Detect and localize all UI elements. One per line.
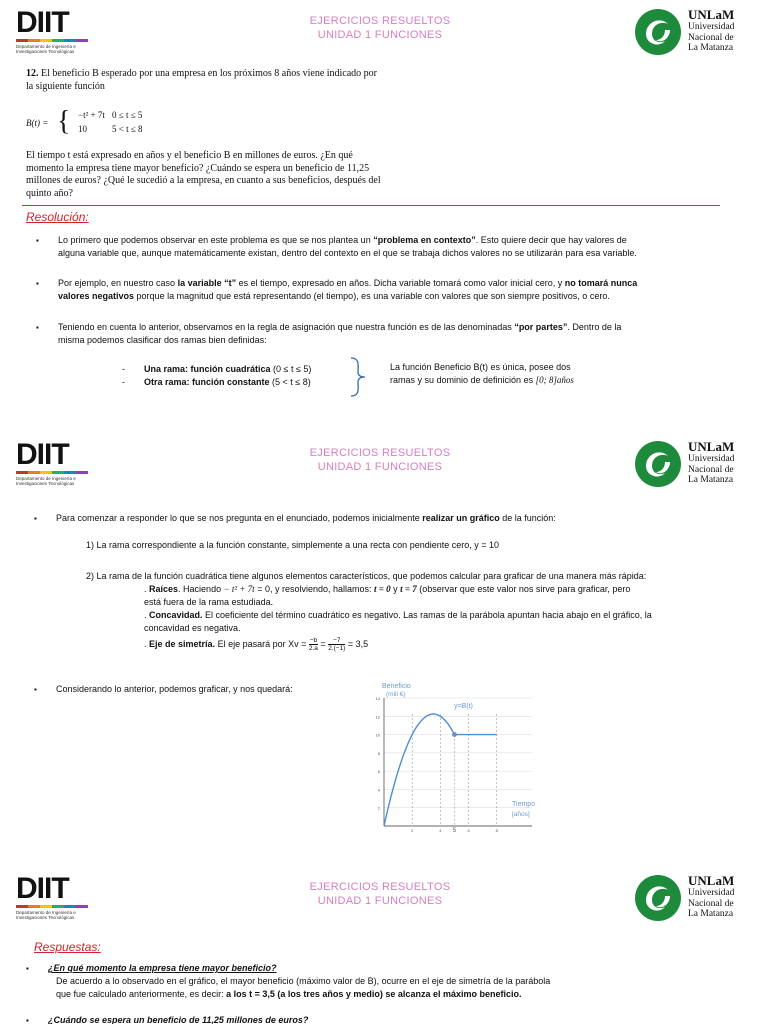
- bullet-consider: ▪ Considerando lo anterior, podemos graficar, y nos quedará:: [56, 683, 356, 696]
- x-tick-label: 8: [495, 828, 498, 832]
- x-tick-label: 4: [439, 828, 442, 832]
- x-tick-label: 6: [467, 828, 470, 832]
- chart-background: [352, 680, 552, 832]
- slide-2: [0, 432, 768, 852]
- ramas-list: - Una rama: función cuadrática (0 ≤ t ≤ 5) - Otra rama: función constante (5 < t ≤ 8): [122, 364, 312, 387]
- problem-questions: El tiempo t está expresado en años y el beneficio B en millones de euros. ¿En qué momento la empresa tiene mayor beneficio? ¿Cuándo se espera un beneficio de 11,25 millones de euros? ¿Qué le sucedió a la empresa, en cuanto a sus beneficios, después del quinto año?: [26, 150, 381, 199]
- unlam-logo: UNLaM Universidad Nacional de La Matanza: [634, 8, 764, 60]
- diit-logo: DIIT Departamento de Ingeniería e Investigaciones Tecnológicas: [16, 440, 88, 486]
- y-tick-label: 12: [375, 714, 380, 720]
- page-title: EJERCICIOS RESUELTOS UNIDAD 1 FUNCIONES: [309, 447, 451, 473]
- slide-header: [0, 866, 768, 928]
- item-2: 2) La rama de la función cuadrática tiene algunos elementos característicos, que podemos calcular para graficar de una manera más rápida: . Raíces. Haciendo − t² + 7t = 0, y resolviendo, hallamos: t = 0 y t = 7 (observar que este valor nos sirve para graficar, pero está fuera de la rama estudiada. . Concavidad. El coeficiente del término cuadrático es negativo. Las ramas de la parábola apuntan hacia abajo en el gráfico, la concavidad es negativa. . Eje de simetría. El eje pasará por Xv = $\frac{-b}{2.a}$ = $\frac{-7}{2.(-1)}$ = 3,5: [86, 571, 652, 652]
- unlam-emblem-icon: [634, 874, 682, 922]
- x-axis-label-line1: Tiempo: [512, 801, 536, 808]
- unlam-emblem-icon: [634, 8, 682, 56]
- y-tick-label: 6: [377, 769, 380, 775]
- answer-1: ▪ ¿En qué momento la empresa tiene mayor beneficio? De acuerdo a lo observado en el gráfico, el mayor beneficio (máximo valor de B), ocurre en el eje de simetría de la parábola que fue calculado anteriormente, es decir: a los t = 3,5 (a los tres años y medio) se alcanza el máximo beneficio.: [48, 962, 738, 1001]
- slide-header: [0, 432, 768, 494]
- y-tick-label: 4: [377, 787, 380, 793]
- y-tick-label: 2: [377, 805, 380, 811]
- x-tick-label: 5: [452, 828, 457, 832]
- x-axis-label-line2: [años]: [512, 811, 530, 818]
- page-title: EJERCICIOS RESUELTOS UNIDAD 1 FUNCIONES: [309, 15, 451, 41]
- page-title: EJERCICIOS RESUELTOS UNIDAD 1 FUNCIONES: [309, 881, 451, 907]
- slide-header: [0, 0, 768, 62]
- unlam-emblem-icon: [634, 440, 682, 488]
- series-label: y=B(t): [454, 703, 473, 710]
- resolucion-heading: Resolución:: [26, 210, 89, 224]
- bullet-intro: ▪ Para comenzar a responder lo que se nos pregunta en el enunciado, podemos inicialmente realizar un gráfico de la función:: [56, 512, 736, 525]
- point-marker: [452, 732, 457, 737]
- y-tick-label: 10: [375, 732, 380, 738]
- unlam-logo: UNLaM Universidad Nacional de La Matanza: [634, 440, 764, 492]
- brace-note: La función Beneficio B(t) es única, posee dos ramas y su dominio de definición es [0; 8]años: [390, 362, 574, 385]
- x-tick-label: 2: [411, 828, 414, 832]
- divider: [22, 205, 720, 206]
- y-axis-label-line1: Beneficio: [382, 683, 411, 690]
- problem-statement: 12. El beneficio B esperado por una empresa en los próximos 8 años viene indicado por la siguiente función: [26, 68, 378, 92]
- y-axis-label-line2: (mill €): [386, 691, 406, 698]
- respuestas-heading: Respuestas:: [34, 940, 101, 954]
- slide-3: [0, 866, 768, 1024]
- bullet-2: ▪ Por ejemplo, en nuestro caso la variable “t” es el tiempo, expresado en años. Dicha variable tomará como valor inicial cero, y no tomará nunca valores negativos porque la magnitud que está representando (el tiempo), es una variable con valores que son siempre positivos, o cero.: [58, 277, 728, 303]
- slide-1: [0, 0, 768, 412]
- benefit-chart: [352, 680, 552, 832]
- bullet-3: ▪ Teniendo en cuenta lo anterior, observamos en la regla de asignación que nuestra función es de las denominadas “por partes”. Dentro de la misma podemos clasificar dos ramas bien definidas:: [58, 321, 728, 347]
- brace-icon: [348, 356, 368, 398]
- diit-logo: DIIT Departamento de Ingeniería e Investigaciones Tecnológicas: [16, 874, 88, 920]
- bullet-1: ▪ Lo primero que podemos observar en este problema es que se nos plantea un “problema en contexto”. Esto quiere decir que hay valores de alguna variable que, aunque matemáticamente existan, dentro del contexto en el que se trabaja dichos valores no se utilizarán para esa variable.: [58, 234, 728, 260]
- answer-2: ▪ ¿Cuándo se espera un beneficio de 11,25 millones de euros?: [48, 1014, 738, 1024]
- diit-logo: DIIT Departamento de Ingeniería e Investigaciones Tecnológicas: [16, 8, 88, 54]
- piecewise-function: B(t) = { −t² + 7t 0 ≤ t ≤ 5 10 5 < t ≤ 8: [26, 106, 143, 137]
- y-tick-label: 8: [377, 750, 380, 756]
- item-1: 1) La rama correspondiente a la función constante, simplemente a una recta con pendiente cero, y = 10: [86, 540, 500, 550]
- unlam-logo: UNLaM Universidad Nacional de La Matanza: [634, 874, 764, 926]
- y-tick-label: 14: [375, 696, 380, 701]
